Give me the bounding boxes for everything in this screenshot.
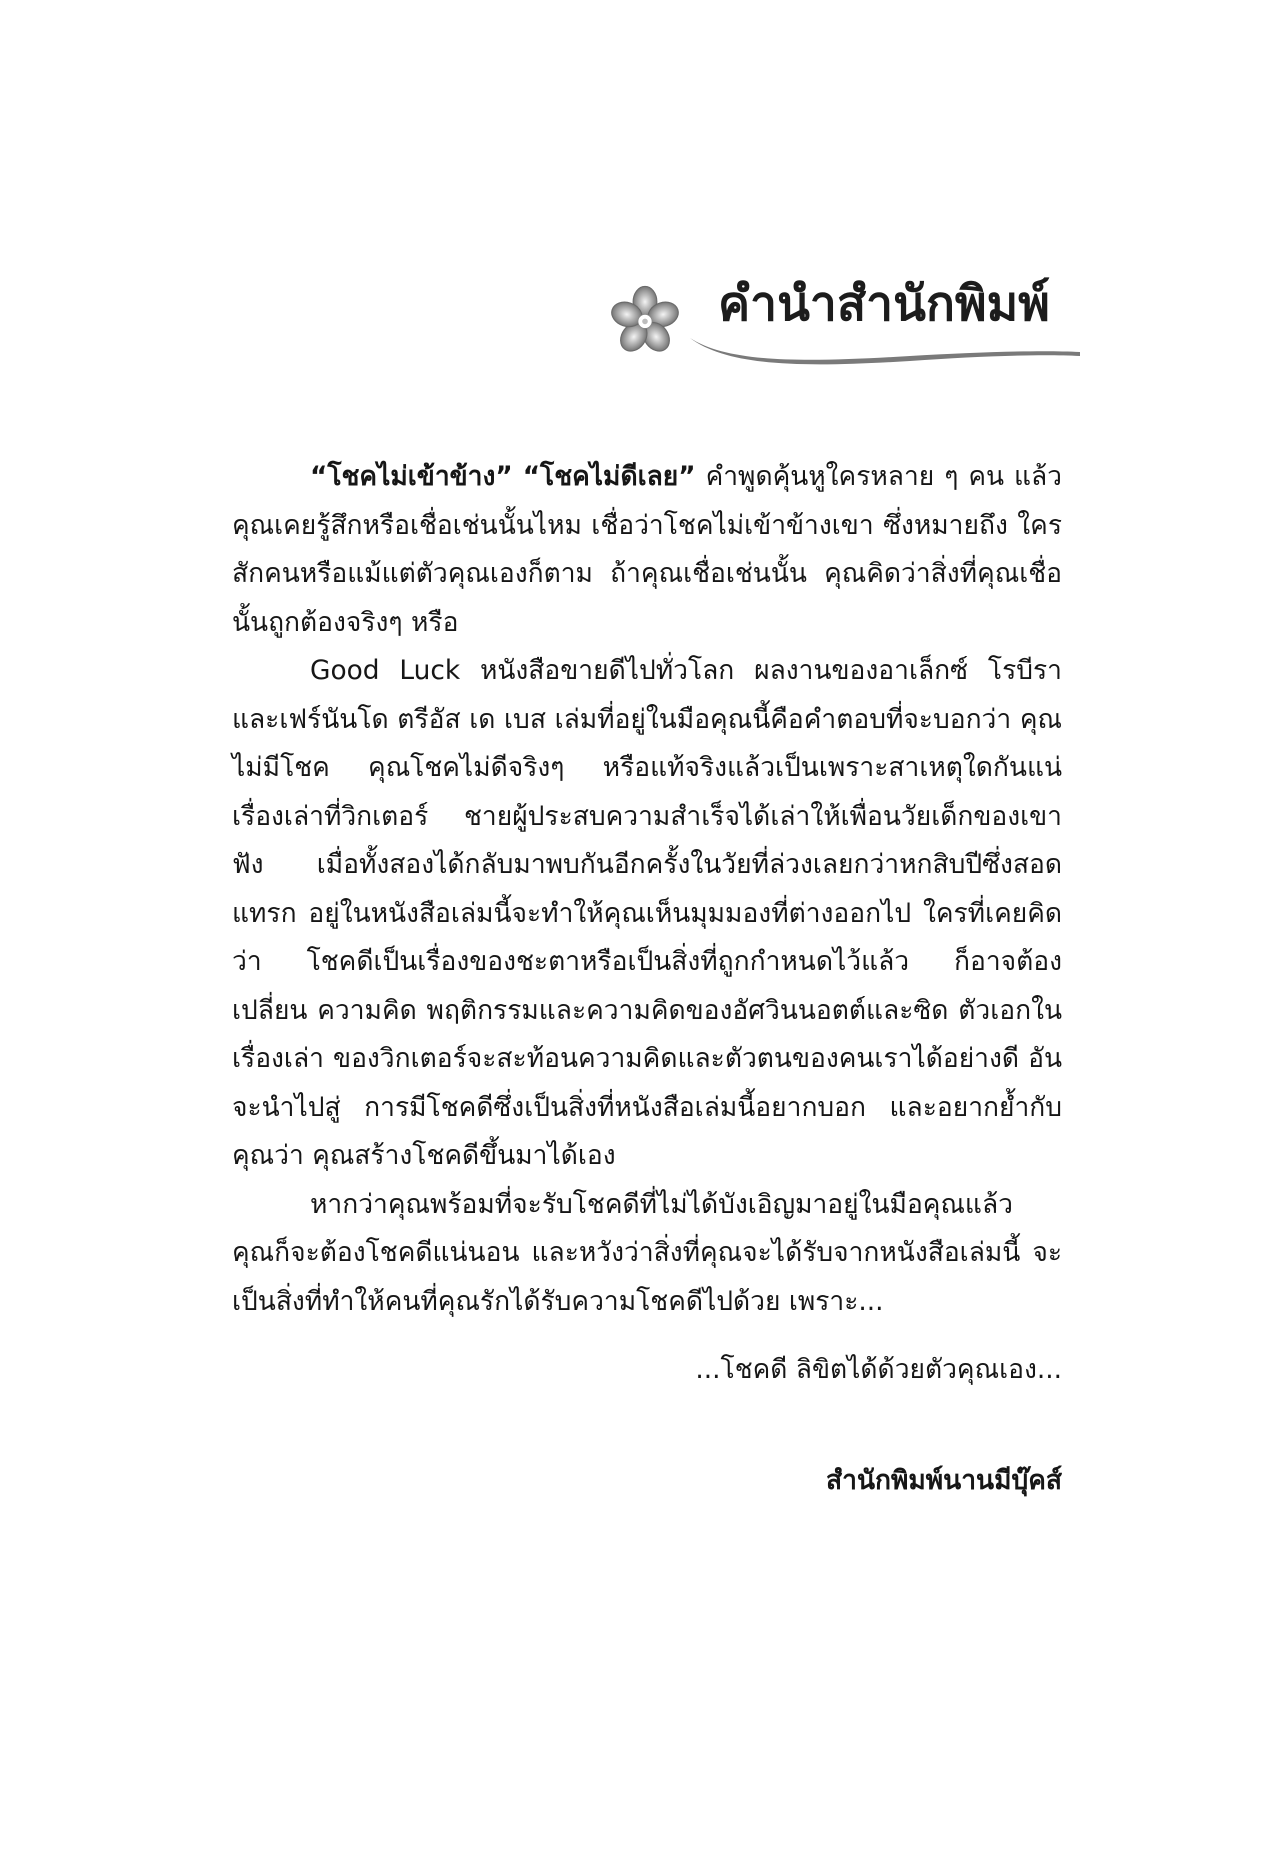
paragraph-1 xyxy=(232,453,1062,647)
foreword-body xyxy=(232,453,1062,1505)
title-underline-swoosh xyxy=(690,334,1080,368)
paragraph-1-text: คำพูดคุ้นหูใครหลาย ๆ คน แล้วคุณเคยรู้สึกหรือเชื่อเช่นนั้นไหม เชื่อว่าโชคไม่เข้าข้างเขา ซึ่งหมายถึง ใครสักคนหรือแม้แต่ตัวคุณเองก็ตาม ถ้าคุณเชื่อเช่นนั้น คุณคิดว่าสิ่งที่คุณเชื่อนั้นถูกต้องจริงๆ หรือ xyxy=(232,461,1063,638)
quote-1: “โชคไม่เข้าข้าง” xyxy=(310,461,513,492)
publisher-name: สำนักพิมพ์นานมีบุ๊คส์ xyxy=(826,1464,1062,1496)
paragraph-3: หากว่าคุณพร้อมที่จะรับโชคดีที่ไม่ได้บังเอิญมาอยู่ในมือคุณแล้ว คุณก็จะต้องโชคดีแน่นอน และหวังว่าสิ่งที่คุณจะได้รับจากหนังสือเล่มนี้ จะเป็นสิ่งที่ทำให้คนที่คุณรักได้รับความโชคดีไปด้วย เพราะ... xyxy=(232,1188,1062,1317)
clover-flower-icon xyxy=(610,285,680,355)
signoff-line: ...โชคดี ลิขิตได้ด้วยตัวคุณเอง... xyxy=(695,1354,1062,1385)
page-header xyxy=(600,270,1080,380)
quote-2: “โชคไม่ดีเลย” xyxy=(522,461,696,492)
paragraph-2: Good Luck หนังสือขายดีไปทั่วโลก ผลงานของอาเล็กซ์ โรบีรา และเฟร์นันโด ตรีอัส เด เบส เล่มที่อยู่ในมือคุณนี้คือคำตอบที่จะบอกว่า คุณไม่มีโชค คุณโชคไม่ดีจริงๆ หรือแท้จริงแล้วเป็นเพราะสาเหตุใดกันแน่ เรื่องเล่าที่วิกเตอร์ ชายผู้ประสบความสำเร็จได้เล่าให้เพื่อนวัยเด็กของเขาฟัง เมื่อทั้งสองได้กลับมาพบกันอีกครั้งในวัยที่ล่วงเลยกว่าหกสิบปีซึ่งสอดแทรก อยู่ในหนังสือเล่มนี้จะทำให้คุณเห็นมุมมองที่ต่างออกไป ใครที่เคยคิดว่า โชคดีเป็นเรื่องของชะตาหรือเป็นสิ่งที่ถูกกำหนดไว้แล้ว ก็อาจต้องเปลี่ยน ความคิด พฤติกรรมและความคิดของอัศวินนอตต์และซิด ตัวเอกในเรื่องเล่า ของวิกเตอร์จะสะท้อนความคิดและตัวตนของคนเราได้อย่างดี อันจะนำไปสู่ การมีโชคดีซึ่งเป็นสิ่งที่หนังสือเล่มนี้อยากบอก และอยากย้ำกับคุณว่า คุณสร้างโชคดีขึ้นมาได้เอง xyxy=(232,655,1062,1171)
page-title: คำนำสำนักพิมพ์ xyxy=(718,276,1050,332)
